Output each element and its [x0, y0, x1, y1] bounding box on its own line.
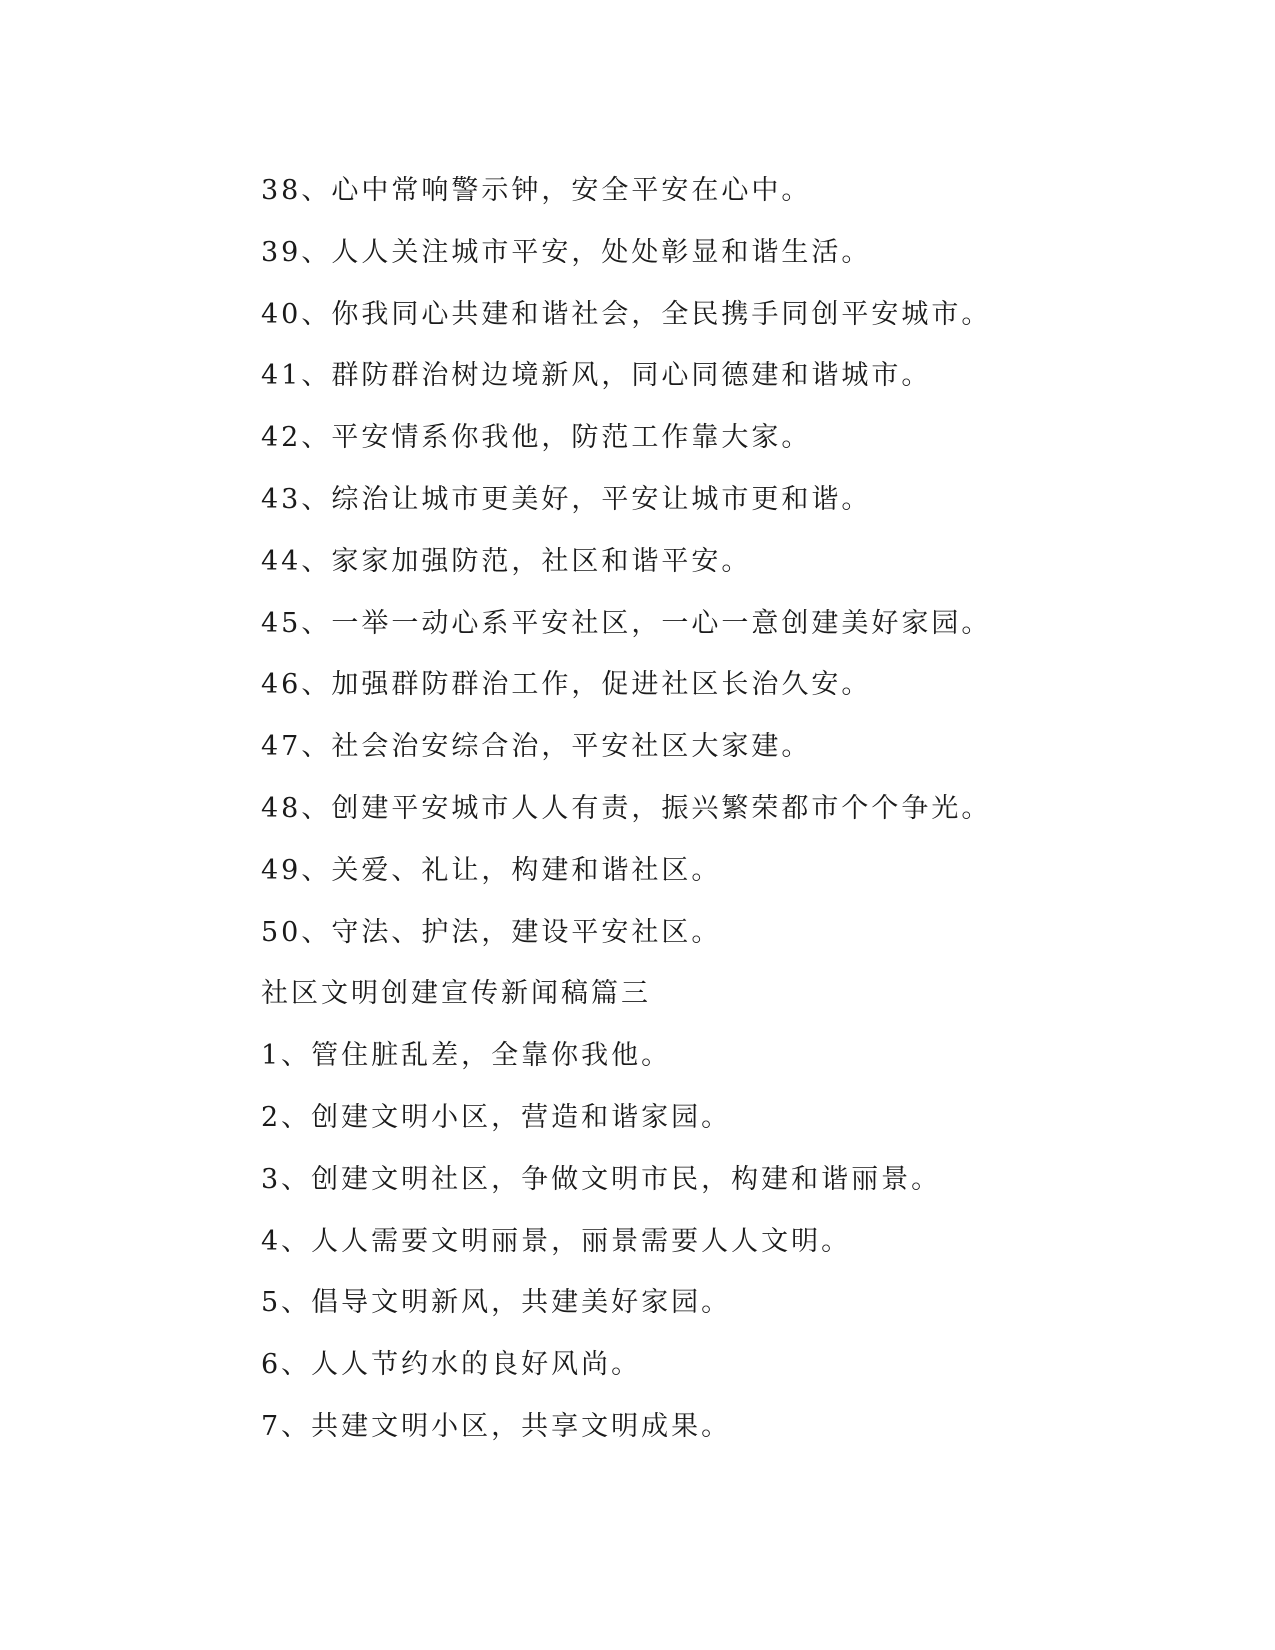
list-item: 39、人人关注城市平安，处处彰显和谐生活。	[261, 236, 872, 268]
list-item: 40、你我同心共建和谐社会，全民携手同创平安城市。	[261, 298, 992, 330]
list-item: 2、创建文明小区，营造和谐家园。	[261, 1101, 732, 1133]
list-item: 46、加强群防群治工作，促进社区长治久安。	[261, 669, 872, 701]
list-item: 5、倡导文明新风，共建美好家园。	[261, 1287, 732, 1319]
list-item: 3、创建文明社区，争做文明市民，构建和谐丽景。	[261, 1163, 942, 1195]
list-item: 44、家家加强防范，社区和谐平安。	[261, 545, 752, 577]
list-item: 6、人人节约水的良好风尚。	[261, 1349, 642, 1381]
list-item: 43、综治让城市更美好，平安让城市更和谐。	[261, 483, 872, 515]
list-item: 48、创建平安城市人人有责，振兴繁荣都市个个争光。	[261, 792, 992, 824]
document-body	[261, 160, 1161, 1458]
list-item: 47、社会治安综合治，平安社区大家建。	[261, 731, 812, 763]
list-item: 42、平安情系你我他，防范工作靠大家。	[261, 422, 812, 454]
list-item: 50、守法、护法，建设平安社区。	[261, 916, 722, 948]
list-item: 1、管住脏乱差，全靠你我他。	[261, 1040, 672, 1072]
list-item: 4、人人需要文明丽景，丽景需要人人文明。	[261, 1225, 852, 1257]
list-item: 41、群防群治树边境新风，同心同德建和谐城市。	[261, 360, 932, 392]
section-heading: 社区文明创建宣传新闻稿篇三	[261, 978, 651, 1010]
list-item: 49、关爱、礼让，构建和谐社区。	[261, 854, 722, 886]
list-item: 38、心中常响警示钟，安全平安在心中。	[261, 175, 812, 206]
list-item: 45、一举一动心系平安社区，一心一意创建美好家园。	[261, 607, 992, 639]
list-item: 7、共建文明小区，共享文明成果。	[261, 1410, 732, 1442]
